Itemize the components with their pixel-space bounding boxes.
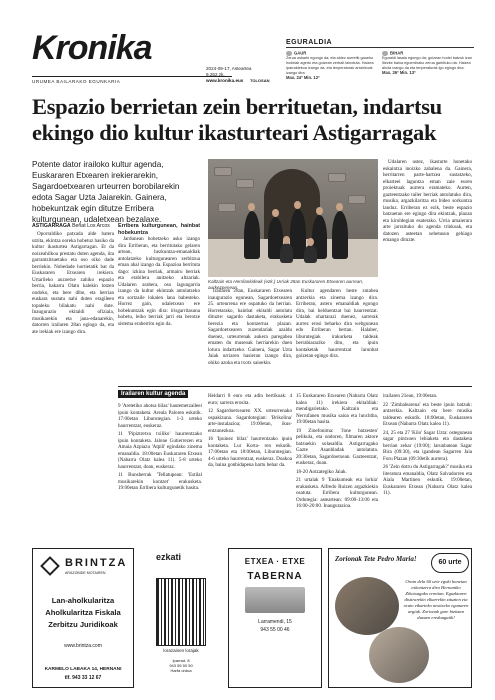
article-column-3-text: Irailaren 28an, Euskararen Etxearen inaugurazio egunean, Sagardoetxearen 25. urteurrena ere ospatuko da herrian. Horretarako, hainbat ekitaldi antolatu dituzte: sagardo dastaketa, erakusketa berezia eta kontzertua plazan. Sagardoetxearen zuzendariak azaldu duenez, urteurrenak aukera paregabea ematen du museoak herriarekin duen lotura indartzeko. Gainera, Sagar Uzta Jaiak urriaren hasieran izango dira, ohiko azoka eta txotx saioekin. — [208, 288, 292, 366]
agenda-item: 9 'Aretetiko ahotsa bilaz' hautemetzaileei ipuin kontaketa. Areala Paloren eskutik. 17:00etan Liburutegian. 1-3 urteko haurrentzat, euskeraz. — [118, 403, 202, 429]
site-url[interactable]: www.kronika.eus — [206, 78, 244, 83]
weather-today — [286, 51, 378, 80]
agenda-item: 22 'Zimbalearena' eta beste ipuin batzuk: antzerkia. Kaltzain eta bere musika taldearen eskutik. 18:00etan, Euskararen Etxean (Nabarra Olatz kalea 11). — [383, 401, 472, 427]
brintza-name: BRINTZA — [65, 557, 128, 569]
brintza-address: KARMELO LABAKA 14, HERNANI — [44, 667, 122, 672]
weather-tomorrow-label: BIHAR — [390, 50, 404, 56]
weather-box — [286, 39, 474, 87]
article-column-3 — [208, 288, 292, 381]
byline-place: ASTIGARRAGA — [32, 223, 71, 229]
family-photo — [369, 627, 429, 683]
agenda-item: irailaren 21ean, 19:00etan. — [383, 393, 438, 399]
article-column-1-text: Oporraldiko patxada alde batera utzita, ekintza ooreka hobetuz hasiko da kultur ikasturtea Astigarragan. Et da noizeahilkoa prestatu duten agenda, iita garrantzitsuetako eta oso oiko dade berriekin. Nobedade hortietatik bat da Euskararen Etxearen irekiera. Urtarileko auzoetxe zahiko espazio berria, hakarra Olatu kalekin lotzen ondoko, eta bere dibe, eta herrian euskara sustatu nahi duten eragileen topaleku bilakatu nahi dute. Inaugurazio ekitaldi ofiziala, musikarekin eta jana-edanarekin, datorren irailaren 28an egingo da, eta ate irekiak ere izango dira. — [32, 231, 114, 335]
ad-taberna[interactable] — [228, 548, 322, 688]
agenda-item: 24, 25 eta 27 'Kilo' Sagar Uzta: ostegunean sagar pintxoen lehiaketa eta dastaketa herrian zehar (19:00); larunbatean Sagar Bira (09:30), eta igandean Sagarren Jaia Foru Plazan (09:30etik aurrera). — [383, 429, 472, 462]
article-headline: Espazio berrietan zein berrituetan, indartsu ekingo dio kultur ikasturteari Astigarragak — [32, 94, 442, 145]
byline-author: Beñat Los Arcos — [72, 223, 110, 229]
article-column-4-text: Kultur agendaren beste zutabea antzerkia eta zinema izango dira. Erriberan, astero emanaldiak egongo dira, bai helduentzat bai haurrentzat. Udalak ohartarazi duenez, sarrerak aurrez erosi beharko dira webgunean edo Erriberan bertan. Halaber, liburutegiak irakurketa taldeak berrabiaraziko ditu, eta ipuin kontaketak haurrentzat larunbat goizetan egingo dira. — [296, 288, 378, 359]
masthead — [32, 22, 472, 90]
ezkati-sub: lorazainen lorajak — [163, 648, 199, 653]
taberna-top: ETXEA · ETXE — [244, 557, 306, 566]
agenda-item: Heldarri 8 euro eta adin bertikoak: 4 euro; sarrera erosita. — [208, 393, 292, 406]
zorionak-title: Zorionak Tete Pedro Maria! — [335, 555, 417, 563]
agenda-item: 18-20 Aotzategiko Jaiak. — [296, 468, 347, 475]
weather-tomorrow-text: Eguraldi lasaia egongo da; goizean hodei batzuk izan litezke baina eguerdirako zerua garbituko da. Haizea ahula izango da eta tenperaturak igo egingo dira. — [382, 56, 472, 70]
article-column-5 — [383, 159, 472, 381]
agenda-item: 15 Euskararen Etxearen (Nabarra Olatz kalea 11) irekiera ekitaldiak: mendigarietako. Kaltzain eta Nerrufanen musika saioa eta lunchtba, 19:00etan hasita. — [296, 393, 378, 425]
ads-row — [32, 548, 472, 688]
agenda-column-3 — [296, 393, 378, 543]
brintza-tagline: ARAZOBIDE MOTAIREN — [65, 571, 106, 575]
issue-number: 9.262 zk. — [206, 72, 225, 77]
taberna-address: Larramendi, 15 — [258, 619, 292, 625]
agenda-column-4 — [383, 393, 472, 543]
couple-photo — [335, 577, 399, 635]
taberna-image — [245, 587, 305, 613]
ad-brintza[interactable] — [32, 548, 134, 688]
taberna-name: TABERNA — [247, 571, 303, 582]
agenda-item: 19 Zinefonima: 'Jone batzesten' pelikula, eta ondoren, filmaren aktore batzuekin solasaldia. Astigarragako Gazte Asanbladak antolatuta. 20:30etan, Sagardoetxean. Gazteentzat, euskeraz, doan. — [296, 427, 378, 466]
ezkati-name: ezkati — [156, 552, 182, 562]
agenda-item: 21 urtalak 9 'Enakumeak eta lorkia' erakusketa. Alfredo Ruizen argazkiekin osatuta. Erribera kulturgunean. Ordutegia: asteartean: 09:00-13:00 eta 16:00-20:00. Inaugurazioa. — [296, 477, 378, 509]
weather-today-temps: Max. 24º Min. 12º — [286, 74, 320, 80]
ad-zorionak[interactable] — [328, 548, 472, 688]
article-column-1 — [32, 231, 114, 381]
taberna-phone: 943 55 00 46 — [260, 627, 290, 633]
agenda-item: 16 'Ipuinez bilaz' haurrentzako ipuin kontaketa. Lur Korta- ren eskutik. 17:00etan eta 18:00etan, Liburutegian. 4-6 urteko haurrentzat, euskeraz. Doakoa da, baina gonbidapena hartu behar da. — [208, 436, 292, 468]
weather-tomorrow-temps: Max. 26º Min. 13º — [382, 69, 416, 75]
byline — [32, 223, 110, 229]
brintza-web[interactable]: www.brintza.com — [64, 643, 102, 649]
agenda-item: 11 'Pipiztretxo txiliko' haurrentzako ipuin kontaketa. Jalone Gutierrezen eta Amaia Azpiazu 'Atpiñ' egindako zinema emanaldia. 18:00etan Euskararen Etxean (Nabarra Olatz kalea 11). 5-8 urteko haurrentzat, doan, euskeraz. — [118, 431, 202, 470]
issue-date: 2024-09-17, Asteartea — [206, 66, 252, 71]
agenda-item: 12 Sagardoetxearen XX. urteurrenako ospakizuna. Sagardotegian: 'Brikolina' arte-instalazioa; 19:00etan, ikus-entzunezkoa. — [208, 408, 292, 434]
subheading: Erribera kulturgunean, hainbat hobekuntza — [118, 223, 200, 236]
weather-title: EGURALDIA — [286, 39, 474, 48]
brintza-service: Zerbitzu Juridikoak — [48, 620, 118, 629]
ezkati-line: 943 55 50 50 — [169, 663, 193, 668]
ezkati-pattern-image — [156, 578, 206, 646]
article-column-2-text: Jardunean hobetzeko asko izango dira Erriberan, eta berritutako gelaren artean, hezkuntza-emanaldiak antolatzeko kulturgunearen zerbitzua eman ahal izango da. Espazioa berrituta dago: izkina berriak, armairu berriak eta erabilera anitzeko altzariak. Udalaren arabera, oso lagungarria izango da kultur ekintzak antolatzeko eta sortzaile lokalen lana babesteko. Horrez gain, udaletxean ere hobekuntzak egin dira: irisgarritasuna hobetu, leiho berriak jarri eta berotze sistema eraberritu egin da. — [118, 236, 200, 327]
agenda-item: 26 'Zein dotru du Astigarragak?' musika eta literatura emanaldia, Olatz Salvadorren eta Aiala Martinen eskutik. 19:00etan, Euskararen Etxean (Nabarra Olatz kalea 11). — [383, 464, 472, 496]
newspaper-logo[interactable]: Kronika — [32, 29, 152, 67]
divider — [118, 386, 472, 387]
photo-caption: Kaltzain eta Herrilankideak (ezk.) Urriak 28an Euskararen Etxearen aurrean, aurkezpenean — [208, 279, 364, 290]
weather-today-text: Zerua oskarbi egongo da; eta aldez aurretik gaueko hodeiak agertu eta goizean zerbait lainotuta. Haizea iparraldekoa izango da, eta tenperaturak antzekoak izango dira. — [286, 56, 374, 75]
zorionak-body: Orain dela 60 urte egoki honetan eskontzera dira Hernaniko Zikotxagako ermitan. Eguzkiaren distirarekin elkarrekin zituzten eta orain etkarteko nesitxeko egunaren argiak. Zorionak gure bizitzan duzuen ereduagatik! — [403, 579, 469, 620]
ezkati-line: Harfa ordua — [170, 668, 192, 673]
agenda-column-2 — [208, 393, 292, 543]
ezkati-line: Iparrad. 8 — [172, 658, 190, 663]
group-photo — [208, 159, 378, 277]
weather-tomorrow — [382, 51, 474, 80]
ad-ezkati[interactable] — [142, 548, 224, 688]
brintza-logo-icon — [40, 556, 60, 576]
agenda-item: 11 Bunsberrak 'Tellatupean: 'Estilal musikarekin kontzet' erakusketa. 19:00etan Erribera kulturgunetik hasita. — [118, 472, 202, 491]
issue-info — [206, 66, 251, 84]
sponsor-logo: TOLOSAN — [250, 78, 270, 83]
brintza-phone: tlf. 943 33 12 67 — [64, 675, 102, 681]
sun-icon — [382, 51, 388, 56]
agenda-column-1 — [118, 403, 202, 543]
article-column-5-text: Udalaren ustez, ikasturte honetako eskaintza inoizko zabalena da. Gainera, herritarren parte-hartzea sustatzeko, elkarteei laguntza eman zaie euren proiektuak aurrera eramateko. Aurten, gazteentzako tailer berriak antolatuko dira, musika, argazkilaritza eta bideo sorkuntza landuz. Erriberan ez ezik, beste espazio batzuetan ere egingo dira ekintzak, plazan eta kiroldegian esaterako. Urria amaierara arte jarraituko du agenda trinkoak, eta datozen asteetan xehetasun gehiago emango dituzte. — [383, 159, 472, 243]
cloud-sun-icon — [286, 51, 292, 56]
brintza-service: Lan-aholkularitza — [51, 596, 115, 605]
article-column-2 — [118, 223, 200, 381]
brintza-service: Aholkularitza Fiskala — [45, 608, 121, 617]
zorionak-badge: 60 urte — [431, 553, 469, 573]
newspaper-subtitle: URUMEA BAILARAKO EGUNKARIA — [32, 76, 232, 84]
article-lead: Potente dator irailoko kultur agenda, Euskararen Etxearen irekierarekin, Sagardoetxearen urteurren borobilarekin edota Sagar Uzta Jaiarekin. Gainera, hobekuntzak egin ditutze Erribera kulturgunean, udaletxean bezalaxe. — [32, 160, 180, 224]
article-column-4 — [296, 288, 378, 381]
weather-today-label: GAUR — [294, 50, 307, 56]
agenda-title: Irailaren kultur agenda — [118, 390, 188, 398]
